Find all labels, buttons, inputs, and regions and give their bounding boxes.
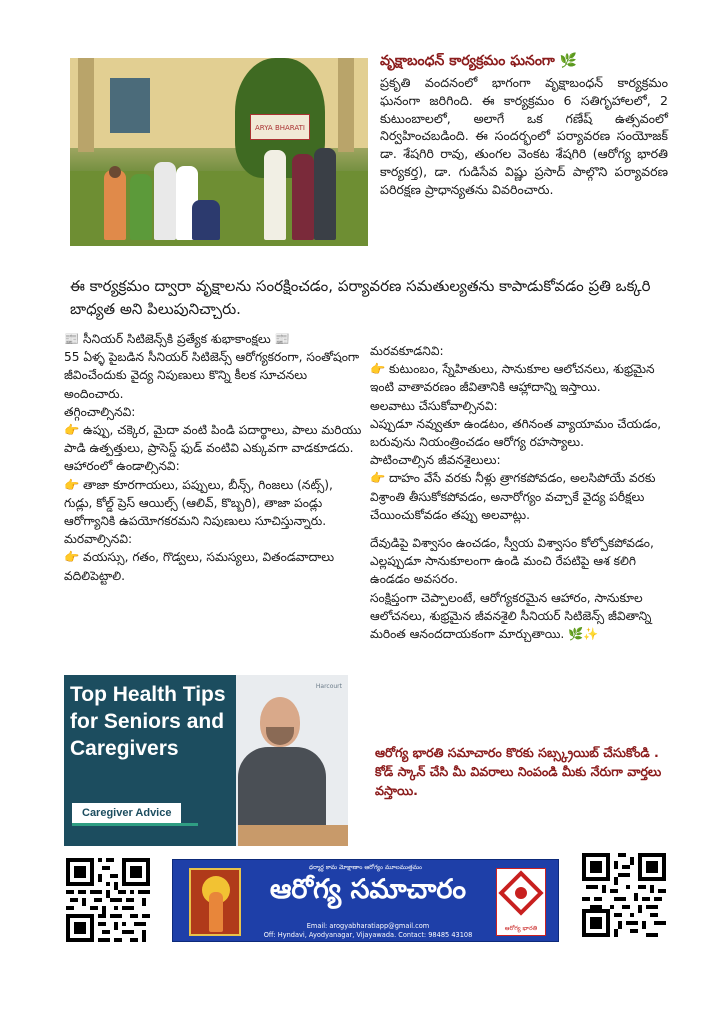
- banner-brand: ఆరోగ్య సమాచారం: [269, 874, 467, 905]
- diet-label: ఆహారంలో ఉండాల్సినవి:: [64, 459, 180, 474]
- photo-person: [264, 150, 286, 240]
- habits-label: అలవాటు చేసుకోవాల్సినవి:: [370, 398, 498, 413]
- card-table: [238, 825, 348, 846]
- qr-code-right[interactable]: [582, 853, 666, 937]
- photo-person: [104, 170, 126, 240]
- banner-email: Email: arogyabharatiapp@gmail.com: [306, 922, 430, 930]
- reduce-label: తగ్గించాల్సినవి:: [64, 404, 136, 419]
- remember-label: మరవకూడనివి:: [370, 344, 444, 358]
- forget-text: 👉 వయస్సు, గతం, గొడ్వలు, సమస్యలు, వితండవాదాలు వదిలిపెట్టాలి.: [64, 550, 335, 583]
- qr-code-icon: [66, 858, 150, 942]
- seniors-left-column: [64, 330, 364, 585]
- goddess-image: [189, 868, 241, 936]
- reduce-text: 👉 ఉప్పు, చక్కెర, మైదా వంటి పిండి పదార్థాలు, పాలు మరియు పాడి ఉత్పత్తులు, ప్రాసెస్డ్ ఫుడ్ వంటివి ఎక్కువగా వాడకూడదు.: [64, 423, 362, 456]
- photo-person: [314, 148, 336, 240]
- photo-person-head: [109, 166, 121, 178]
- faith-text: దేవుడిపై విశ్వాసం ఉంచడం, స్వీయ విశ్వాసం కోల్పోకపోవడం, ఎల్లప్పుడూ సానుకూలంగా ఉండి మంచి రేపటిపై ఆశ కలిగి ఉండడం అవసరం.: [370, 536, 654, 587]
- seniors-right-column: [370, 342, 670, 643]
- remember-text: 👉 కుటుంబం, స్నేహితులు, సానుకూల ఆలోచనలు, శుభ్రమైన ఇంటి వాతావరణం జీవితానికి ఆహ్లాదాన్ని ఇస్తాయి.: [370, 362, 655, 395]
- goddess-figure: [209, 892, 223, 932]
- qr-code-left[interactable]: [66, 858, 150, 942]
- photo-person: [292, 154, 314, 240]
- subscribe-note: [375, 743, 667, 800]
- card-tag-underline: [72, 823, 198, 826]
- spacer: [370, 524, 670, 534]
- qr-code-icon: [582, 853, 666, 937]
- arogya-bharati-emblem: [496, 868, 546, 936]
- photo-banner: ARYA BHARATI: [250, 114, 310, 140]
- banner-address: Off: Hyndavi, Ayodyanagar, Vijayawada. Contact: 98485 43108: [263, 931, 473, 939]
- photo-pillar: [78, 58, 94, 152]
- photo-pillar: [338, 58, 354, 152]
- card-person-body: [238, 747, 326, 827]
- forget-label: మరవాల్సినవి:: [64, 532, 133, 547]
- banner-tagline: ధర్మార్థ కామ మోక్షాణాం ఆరోగ్యం మూలముత్తమం: [308, 864, 423, 871]
- card-title: Top Health Tips for Seniors and Caregivers: [70, 683, 226, 760]
- lifestyle-text: 👉 దాహం వేసే వరకు నీళ్లు త్రాగకపోవడం, అలసిపోయే వరకు విశ్రాంతి తీసుకోకపోవడం, అనారోగ్యం వచ్చాకే వైద్య పరీక్షలు చేయించుకోవడం తప్పు అలవాట్లు.: [370, 471, 656, 522]
- banner-contact: [253, 922, 483, 940]
- card-tag: Caregiver Advice: [72, 803, 181, 823]
- photo-person: [154, 162, 176, 240]
- card-logo: Harcourt: [315, 683, 342, 690]
- photo-person: [192, 200, 220, 240]
- habits-text: ఎప్పుడూ నవ్వుతూ ఉండటం, తగినంత వ్యాయామం చేయడం, బరువును నియంత్రించడం ఆరోగ్య రహస్యాలు.: [370, 416, 662, 450]
- seniors-heading: 📰 సీనియర్ సిటిజెన్స్‌కి ప్రత్యేక శుభాకాంక్షలు 📰: [64, 332, 290, 346]
- photo-door: [110, 78, 150, 133]
- lifestyle-label: పాటించాల్సిన జీవనశైలులు:: [370, 453, 501, 468]
- emblem-label: ఆరోగ్య భారతి: [504, 925, 538, 932]
- seniors-intro: 55 ఏళ్ళ పైబడిన సీనియర్ సిటిజెన్స్ ఆరోగ్యకరంగా, సంతోషంగా జీవించేందుకు వైద్య నిపుణులు కొన్ని కీలక సూచనలు అందించారు.: [64, 350, 360, 401]
- vrukshabandhan-photo: [70, 58, 368, 246]
- article-continuation: ఈ కార్యక్రమం ద్వారా వృక్షాలను సంరక్షించడం, పర్యావరణ సమతుల్యతను కాపాడుకోవడం ప్రతి ఒక్కరి బాధ్యత అని పిలుపునిచ్చారు.: [70, 277, 651, 318]
- article-title: వృక్షాబంధన్ కార్యక్రమం ఘనంగా 🌿: [380, 53, 578, 69]
- photo-person: [130, 174, 152, 240]
- health-tips-card: [64, 675, 348, 846]
- emblem-core-icon: [515, 887, 527, 899]
- subscribe-line-2: కోడ్ స్కాన్ చేసి మీ వివరాలు నింపండి మీకు నేరుగా వార్తలు వస్తాయి.: [375, 764, 662, 798]
- arogya-samacharam-banner: [172, 859, 559, 942]
- subscribe-line-1: ఆరోగ్య భారతి సమాచారం కొరకు సబ్స్క్రయిబ్ చేసుకోండి .: [375, 745, 659, 760]
- summary-text: సంక్షిప్తంగా చెప్పాలంటే, ఆరోగ్యకరమైన ఆహారం, సానుకూల ఆలోచనలు, శుభ్రమైన జీవనశైలి సీనియర్ సిటిజెన్స్ జీవితాన్ని మరింత ఆనందదాయకంగా మార్చుతాయి. 🌿✨: [370, 590, 652, 642]
- article-body: ప్రకృతి వందనంలో భాగంగా వృక్షాబంధన్ కార్యక్రమం ఘనంగా జరిగింది. ఈ కార్యక్రమం 6 సతిగృహాలలో, 2 కుటుంబాలలో, అలాగే ఒక గణేష్ ఉత్సవంలో నిర్వహించబడింది. ఈ సందర్భంలో పర్యావరణ సంయోజక్ డా. శేషగిరి రావు, తుంగల వెంకట శేషగిరి (ఆరోగ్య భారతి కార్యకర్త), డా. గుడిసేవ విష్ణు ప్రసాద్ పాల్గొని పర్యావరణ పరిరక్షణ ప్రాధాన్యతను వివరించారు.: [380, 75, 668, 197]
- diet-text: 👉 తాజా కూరగాయలు, పప్పులు, బీన్స్, గింజలు (నట్స్), గుడ్లు, కోల్డ్ ప్రెస్ ఆయిల్స్ (ఆలివ్, కొబ్బరి), తాజా పండ్లు ఆరోగ్యానికి ఉపయోగకరమని నిపుణులు సూచిస్తున్నారు.: [64, 477, 333, 529]
